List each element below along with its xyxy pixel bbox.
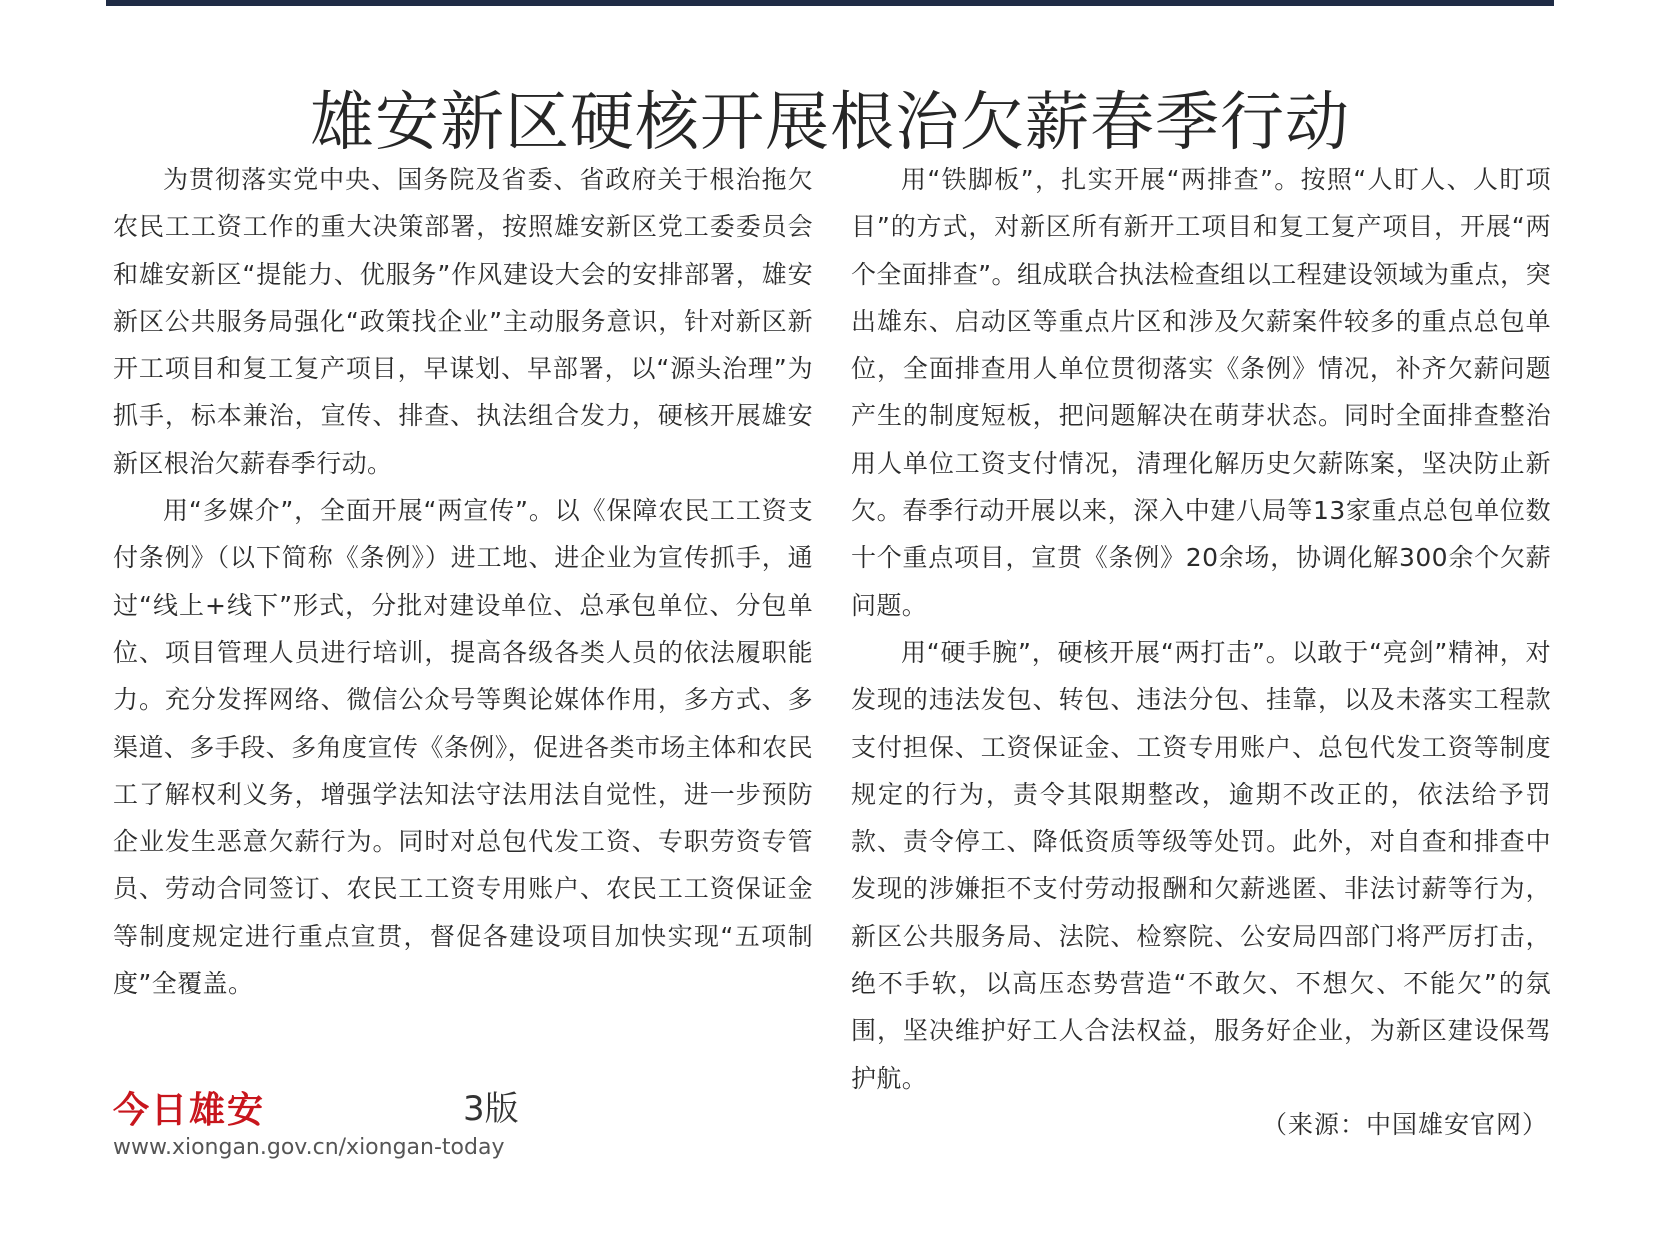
edition-label: 3版: [463, 1089, 519, 1129]
paragraph-publicity: 用“多媒介”，全面开展“两宣传”。以《保障农民工工资支付条例》（以下简称《条例》）进工地、进企业为宣传抓手，通过“线上+线下”形式，分批对建设单位、总承包单位、分包单位、项目管理人员进行培训，提高各级各类人员的依法履职能力。充分发挥网络、微信公众号等舆论媒体作用，多方式、多渠道、多手段、多角度宣传《条例》，促进各类市场主体和农民工了解权利义务，增强学法知法守法用法自觉性，进一步预防企业发生恶意欠薪行为。同时对总包代发工资、专职劳资专管员、劳动合同签订、农民工工资专用账户、农民工工资保证金等制度规定进行重点宣贯，督促各建设项目加快实现“五项制度”全覆盖。: [113, 496, 813, 999]
paragraph-crackdown: 用“硬手腕”，硬核开展“两打击”。以敢于“亮剑”精神，对发现的违法发包、转包、违法分包、挂靠，以及未落实工程款支付担保、工资保证金、工资专用账户、总包代发工资等制度规定的行为，责令其限期整改，逾期不改正的，依法给予罚款、责令停工、降低资质等级等处罚。此外，对自查和排查中发现的涉嫌拒不支付劳动报酬和欠薪逃匿、非法讨薪等行为，新区公共服务局、法院、检察院、公安局四部门将严厉打击，绝不手软，以高压态势营造“不敢欠、不想欠、不能欠”的氛围，坚决维护好工人合法权益，服务好企业，为新区建设保驾护航。: [851, 637, 1551, 1093]
article-source: （来源：中国雄安官网）: [1261, 1110, 1548, 1139]
left-column: [113, 156, 813, 1007]
paragraph-inspection: 用“铁脚板”，扎实开展“两排查”。按照“人盯人、人盯项目”的方式，对新区所有新开工项目和复工复产项目，开展“两个全面排查”。组成联合执法检查组以工程建设领域为重点，突出雄东、启动区等重点片区和涉及欠薪案件较多的重点总包单位，全面排查用人单位贯彻落实《条例》情况，补齐欠薪问题产生的制度短板，把问题解决在萌芽状态。同时全面排查整治用人单位工资支付情况，清理化解历史欠薪陈案，坚决防止新欠。春季行动开展以来，深入中建八局等13家重点总包单位数十个重点项目，宣贯《条例》20余场，协调化解300余个欠薪问题。: [851, 165, 1551, 620]
right-column: [851, 156, 1551, 1102]
top-divider-bar: [106, 0, 1554, 6]
paragraph-intro: 为贯彻落实党中央、国务院及省委、省政府关于根治拖欠农民工工资工作的重大决策部署，按照雄安新区党工委委员会和雄安新区“提能力、优服务”作风建设大会的安排部署，雄安新区公共服务局强化“政策找企业”主动服务意识，针对新区新开工项目和复工复产项目，早谋划、早部署，以“源头治理”为抓手，标本兼治，宣传、排查、执法组合发力，硬核开展雄安新区根治欠薪春季行动。: [113, 165, 813, 478]
newspaper-logo: 今日雄安: [113, 1089, 266, 1131]
article-title: 雄安新区硬核开展根治欠薪春季行动: [310, 85, 1350, 160]
website-url: www.xiongan.gov.cn/xiongan-today: [113, 1135, 505, 1160]
